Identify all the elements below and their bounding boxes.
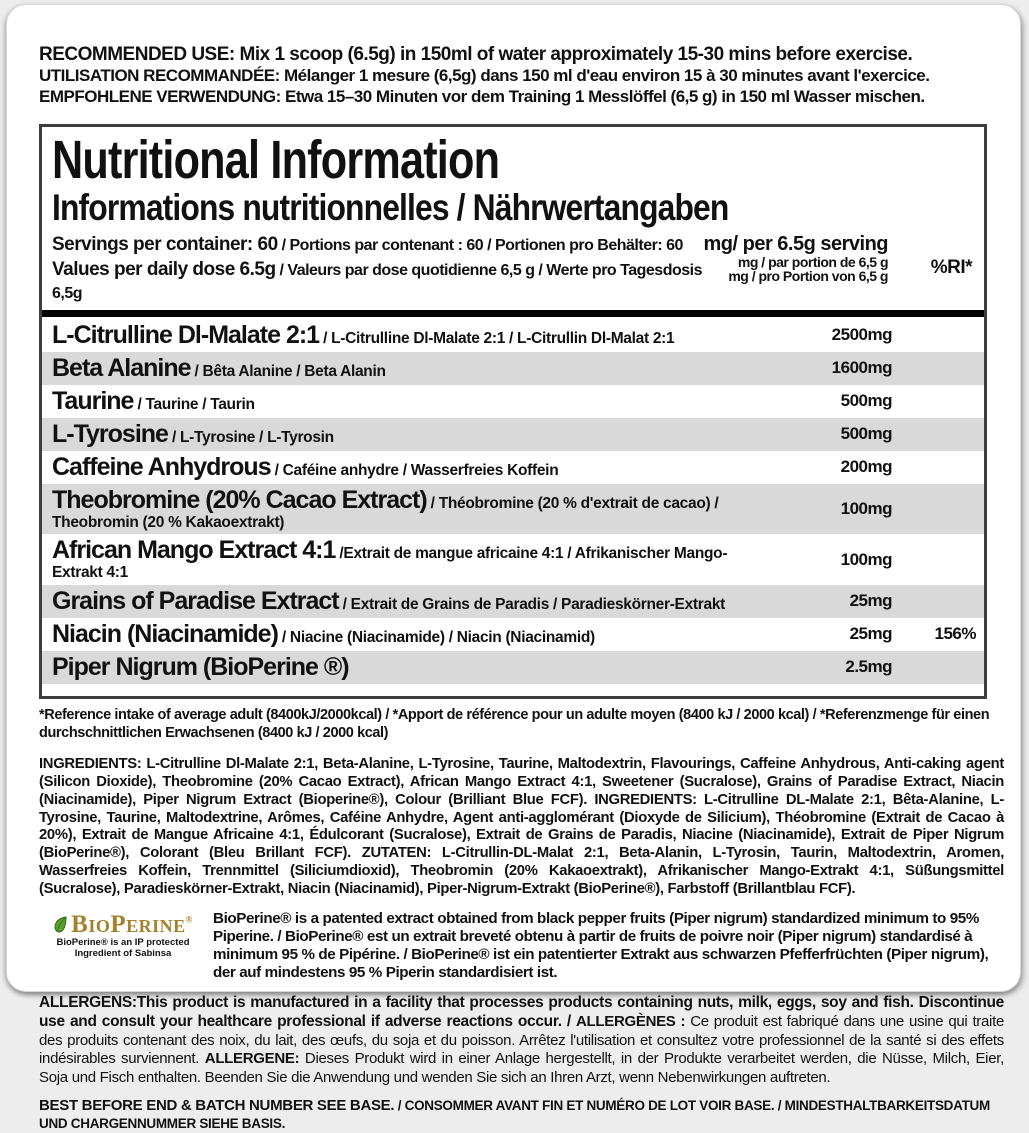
ri-column-header: %RI*	[930, 257, 972, 279]
table-row	[42, 618, 984, 651]
ingredient-name: Taurine	[52, 386, 134, 415]
ingredients-en-label: INGREDIENTS:	[39, 756, 142, 773]
bioperine-ip-note: BioPerine® is an IP protected Ingredient of Sabinsa	[56, 937, 190, 959]
servings-block	[52, 232, 703, 305]
ingredient-amount: 100mg	[840, 549, 892, 569]
ingredient-translations: / Extrait de Grains de Paradis / Paradieskörner-Extrakt	[338, 595, 726, 613]
bioperine-description: BioPerine® is a patented extract obtained from black pepper fruits (Piper nigrum) standardized minimum to 95% Piperine. / BioPerine® est un extrait breveté obtenu à partir de fruits de poivre noir (Piper nigrum) standardisé à minimum 95 % de Pipérine. / BioPerine® ist ein patentierter Extrakt aus schwarzen Pfefferfrüchten (Piper nigrum), der auf mindestens 95 % Piperin standardisiert ist.	[213, 910, 989, 982]
usage-en-text: Mix 1 scoop (6.5g) in 150ml of water approximately 15-30 mins before exercise.	[234, 44, 913, 65]
ingredients-de-text: L-Citrullin-DL-Malat 2:1, Beta-Alanin, L-Tyrosin, Taurin, Maltodextrin, Aromen, Wasserfreies Koffein, Trennmittel (Siliciumdioxid), Theobromin (20% Kakaoextrakt), Afrikanischer Mango-Extrakt 4:1, Süßungsmittel (Sucralose), Paradieskörner-Extrakt, Niacin (Niacinamid), Piper-Nigrum-Extrakt (BioPerine®), Farbstoff (Brillantblau FCF).	[39, 845, 1005, 897]
ingredients-paragraph	[39, 756, 1004, 898]
allergens-fr-label: ALLERGÈNES :	[576, 1013, 686, 1031]
ingredient-amount: 25mg	[849, 591, 892, 611]
bioperine-leaf-icon	[53, 916, 69, 934]
allergens-de-text: Dieses Produkt wird in einer Anlage hergestellt, in der Produkte verarbeitet werden, die Nüsse, Milch, Eier, Soja und Fisch enthalten. Beenden Sie die Anwendung und wenden Sie sich an Ihren Arzt, wenn Nebenwirkungen auftreten.	[39, 1050, 1004, 1086]
ingredient-amount: 25mg	[849, 624, 892, 644]
ingredients-en-text: L-Citrulline Dl-Malate 2:1, Beta-Alanine, L-Tyrosine, Taurine, Maltodextrin, Flavourings, Caffeine Anhydrous, Anti-caking agent (Silicon Dioxide), Theobromine (20% Cacao Extract), African Mango Extract 4:1, Sweetener (Sucralose), Grains of Paradise Extract, Niacin (Niacinamide), Piper Nigrum Extract (Bioperine®), Colour (Brilliant Blue FCF).	[39, 756, 1004, 808]
usage-fr-label: UTILISATION RECOMMANDÉE:	[39, 66, 280, 86]
table-row	[42, 418, 984, 451]
values-line-en: Values per daily dose 6.5g	[52, 259, 276, 281]
reference-intake-footnote: *Reference intake of average adult (8400kJ/2000kcal) / *Apport de référence pour un adulte moyen (8400 kJ / 2000 kcal) / *Referenzmenge für einen durchschnittlichen Erwachsenen (8400 kJ / 2000 kcal)	[39, 706, 990, 741]
ingredient-name: Caffeine Anhydrous	[52, 452, 271, 481]
ingredient-name: Grains of Paradise Extract	[52, 586, 339, 615]
bioperine-wordmark: BioPerine®	[39, 912, 207, 937]
amount-header-en: mg/ per 6.5g serving	[703, 232, 888, 255]
ingredient-amount: 500mg	[840, 391, 892, 411]
ingredient-amount: 2.5mg	[845, 657, 892, 677]
amount-column-header	[703, 232, 888, 305]
ingredient-amount: 2500mg	[831, 325, 892, 345]
allergens-paragraph	[39, 994, 1004, 1087]
nutrition-panel	[39, 124, 987, 699]
best-before-line	[39, 1097, 992, 1133]
ingredient-amount: 200mg	[840, 457, 892, 477]
table-row	[42, 319, 984, 352]
amount-header-de: mg / pro Portion von 6,5 g	[728, 268, 888, 285]
table-row	[42, 534, 984, 585]
ingredient-name: Beta Alanine	[52, 353, 191, 382]
ingredient-amount: 100mg	[840, 498, 892, 518]
ingredient-name: L-Citrulline Dl-Malate 2:1	[52, 320, 320, 349]
recommended-use	[39, 43, 992, 108]
ingredient-name: L-Tyrosine	[52, 419, 168, 448]
best-before-frde: / CONSOMMER AVANT FIN ET NUMÉRO DE LOT VOIR BASE. / MINDESTHALTBARKEITSDATUM UND CHARGENNUMMER SIEHE BASIS.	[39, 1097, 990, 1131]
allergens-en-text: This product is manufactured in a facility that processes products containing nuts, milk, eggs, soy and fish. Discontinue use and consult your healthcare professional if adverse reactions occur. /	[39, 994, 1004, 1031]
ingredients-fr-label: INGREDIENTS:	[594, 791, 697, 808]
ingredient-name: Piper Nigrum (BioPerine ®)	[52, 652, 349, 681]
servings-line-en: Servings per container: 60	[52, 233, 278, 255]
ingredient-translations: /Extrait de mangue africaine 4:1 / Afrikanischer Mango-Extrakt 4:1	[52, 545, 728, 582]
usage-fr-text: Mélanger 1 mesure (6,5g) dans 150 ml d'eau environ 15 à 30 minutes avant l'exercice.	[279, 66, 930, 86]
table-row	[42, 451, 984, 484]
table-row	[42, 352, 984, 385]
usage-de-text: Etwa 15–30 Minuten vor dem Training 1 Messlöffel (6,5 g) in 150 ml Wasser mischen.	[280, 86, 925, 106]
allergens-de-label: ALLERGENE:	[204, 1050, 300, 1068]
allergens-en-label: ALLERGENS:	[39, 994, 137, 1012]
ingredients-fr-text: L-Citrulline DL-Malate 2:1, Bêta-Alanine, L-Tyrosine, Taurine, Maltodextrine, Arômes, Caféine Anhydre, Agent anti-agglomérant (Dioxyde de Silicium), Théobromine (Extrait de Cacao à 20%), Extrait de Mangue Africaine 4:1, Édulcorant (Sucralose), Extrait de Grains de Paradis, Niacine (Niacinamide), Extrait de Piper Nigrum (BioPerine®), Colorant (Bleu Brillant FCF).	[39, 791, 1004, 862]
amount-header-fr: mg / par portion de 6,5 g	[737, 253, 888, 270]
table-row	[42, 651, 984, 684]
panel-subtitle: Informations nutritionnelles / Nährwertangaben	[52, 186, 729, 228]
usage-en-label: RECOMMENDED USE:	[39, 44, 235, 65]
table-row	[42, 385, 984, 418]
servings-line-frde: / Portions par contenant : 60 / Portionen pro Behälter: 60	[277, 236, 683, 254]
bioperine-section	[39, 910, 992, 982]
bioperine-logo	[39, 910, 207, 959]
ingredient-translations: / Bêta Alanine / Beta Alanin	[190, 362, 386, 380]
ingredient-translations: / L-Citrulline Dl-Malate 2:1 / L-Citrullin Dl-Malat 2:1	[319, 329, 675, 347]
ingredient-name: Theobromine (20% Cacao Extract)	[52, 485, 427, 514]
allergens-fr-text: Ce produit est fabriqué dans une usine qui traite des produits contenant des noix, du lait, des œufs, du soja et du poisson. Arrêtez l'utilisation et consultez votre professionnel de la santé si des effets indésirables surviennent.	[39, 1013, 1004, 1068]
best-before-en: BEST BEFORE END & BATCH NUMBER SEE BASE.	[39, 1096, 395, 1114]
ingredient-name: African Mango Extract 4:1	[52, 536, 336, 565]
table-row	[42, 484, 984, 535]
label-card	[6, 4, 1021, 1131]
ingredient-translations: / Taurine / Taurin	[133, 395, 255, 413]
usage-de-label: EMPFOHLENE VERWENDUNG:	[39, 86, 281, 106]
ingredient-ri: 156%	[934, 624, 976, 644]
values-line-frde: / Valeurs par dose quotidienne 6,5 g / Werte pro Tagesdosis 6,5g	[52, 262, 702, 302]
ingredients-de-label: ZUTATEN:	[361, 845, 432, 862]
ingredient-translations: / L-Tyrosine / L-Tyrosin	[167, 428, 334, 446]
ingredient-table	[42, 319, 984, 684]
ingredient-amount: 500mg	[840, 424, 892, 444]
panel-title: Nutritional Information	[52, 129, 500, 190]
table-row	[42, 585, 984, 618]
ingredient-name: Niacin (Niacinamide)	[52, 619, 278, 648]
ingredient-amount: 1600mg	[831, 358, 892, 378]
registered-mark: ®	[185, 915, 193, 926]
header-divider-bar	[42, 310, 984, 317]
ingredient-translations: / Théobromine (20 % d'extrait de cacao) / Theobromin (20 % Kakaoextrakt)	[52, 494, 719, 531]
panel-header	[52, 232, 974, 305]
ingredient-translations: / Niacine (Niacinamide) / Niacin (Niacinamid)	[277, 628, 595, 646]
ingredient-translations: / Caféine anhydre / Wasserfreies Koffein	[270, 461, 559, 479]
